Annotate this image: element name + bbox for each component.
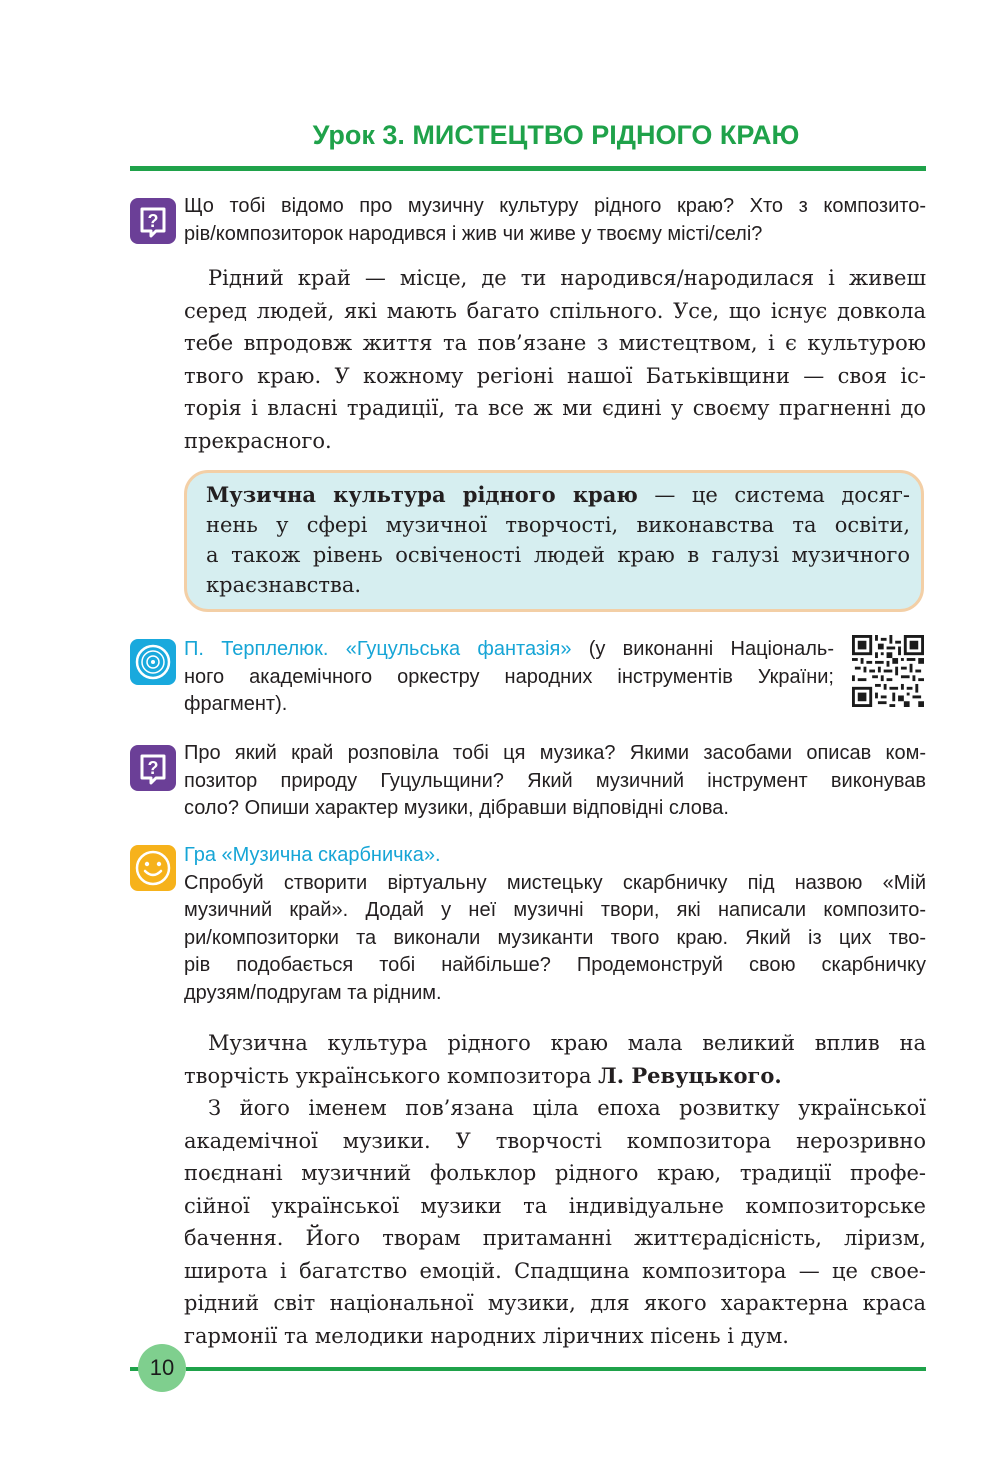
- question-2-text: [184, 740, 926, 823]
- paragraph-line: гармонії та мелодики народних ліричних пісень і дум.: [184, 1323, 789, 1348]
- definition-term: Музична культура рідного краю: [206, 482, 638, 507]
- svg-text:?: ?: [147, 758, 159, 778]
- smiley-icon: [130, 845, 176, 891]
- paragraph-line: З його іменем пов’язана ціла епоха розвитку української: [208, 1096, 926, 1120]
- game-line: Спробуй створити віртуальну мистецьку скарбничку під назвою «Мій: [184, 871, 926, 894]
- listening-line: (у виконанні Національ-: [571, 638, 835, 660]
- title-divider: [130, 166, 926, 171]
- lesson-title: Урок 3. МИСТЕЦТВО РІДНОГО КРАЮ: [312, 120, 800, 150]
- question-2-line: Про який край розповіла тобі ця музика? Якими засобами описав ком-: [184, 742, 926, 764]
- paragraph-line: серед людей, які мають багато спільного. Усе, що існує довкола: [184, 298, 926, 323]
- paragraph-line: прекрасного.: [184, 428, 332, 453]
- game-line: друзям/подругам та рідним.: [184, 981, 442, 1004]
- listening-text: [184, 636, 834, 719]
- definition-text: [206, 480, 910, 600]
- question-2-line: соло? Опиши характер музики, дібравши відповідні слова.: [184, 797, 729, 819]
- game-line: ри/композиторки та виконали музиканти твого краю. Який із цих тво-: [184, 926, 926, 949]
- definition-line: — це система досяг-: [637, 483, 911, 507]
- qr-code-icon[interactable]: [852, 635, 924, 707]
- paragraph-line: рідний світ національної музики, для якого характерна краса: [184, 1291, 926, 1315]
- listening-title[interactable]: П. Терплелюк. «Гуцульська фантазія»: [184, 638, 572, 660]
- game-line: рів подобається тобі найбільше? Продемонструй свою скарбничку: [184, 954, 926, 976]
- paragraph-line: Рідний край — місце, де ти народився/народилася і живеш: [208, 266, 926, 290]
- question-1-line: Що тобі відомо про музичну культуру рідного краю? Хто з композито-: [184, 195, 926, 217]
- definition-line: а також рівень освіченості людей краю в галузі музичного: [206, 543, 910, 567]
- paragraph-line: академічної музики. У творчості композитора нерозривно: [184, 1128, 926, 1153]
- paragraph-line: творчість українського композитора: [184, 1063, 599, 1088]
- question-icon: [130, 198, 176, 244]
- paragraph-line: тебе впродовж життя та пов’язане з мистецтвом, і є культурою: [184, 331, 926, 355]
- music-disc-icon: [130, 639, 176, 685]
- definition-line: нень у сфері музичної творчості, виконавства та освіти,: [206, 513, 910, 537]
- paragraph-line: Музична культура рідного краю мала великий вплив на: [208, 1031, 926, 1055]
- intro-paragraph: [184, 262, 926, 457]
- listening-line: фрагмент).: [184, 693, 288, 715]
- game-title: Гра «Музична скарбничка».: [184, 844, 441, 866]
- question-icon: [130, 745, 176, 791]
- game-line: музичний край». Додай у неї музичні твори, які написали композито-: [184, 899, 926, 921]
- question-1-text: [184, 193, 926, 248]
- definition-line: краєзнавства.: [206, 573, 362, 597]
- paragraph-line: поєднані музичний фольклор рідного краю, традиції профе-: [184, 1161, 926, 1185]
- svg-text:?: ?: [147, 211, 159, 231]
- paragraph-line: торія і власні традиції, та все ж ми єдині у своєму прагненні до: [184, 396, 926, 420]
- composer-name: Л. Ревуцького.: [598, 1062, 782, 1088]
- question-1-line: рів/композиторок народився і жив чи живе у твоєму місті/селі?: [184, 222, 763, 245]
- paragraph-line: твого краю. У кожному регіоні нашої Батьківщини — своя іс-: [184, 363, 926, 388]
- revutsky-intro: [184, 1027, 926, 1092]
- page-number: 10: [138, 1344, 186, 1392]
- question-2-line: позитор природу Гуцульщини? Який музичний інструмент виконував: [184, 769, 926, 792]
- listening-line: ного академічного оркестру народних інструментів України;: [184, 665, 834, 688]
- revutsky-paragraph: [184, 1092, 926, 1352]
- paragraph-line: широта і багатство емоцій. Спадщина композитора — це свое-: [184, 1258, 926, 1283]
- paragraph-line: сійної української музики та індивідуальне композиторське: [184, 1193, 926, 1218]
- footer-divider: [186, 1367, 926, 1371]
- paragraph-line: бачення. Його творам притаманні життєрадісність, ліризм,: [184, 1226, 926, 1250]
- game-text: [184, 842, 926, 1007]
